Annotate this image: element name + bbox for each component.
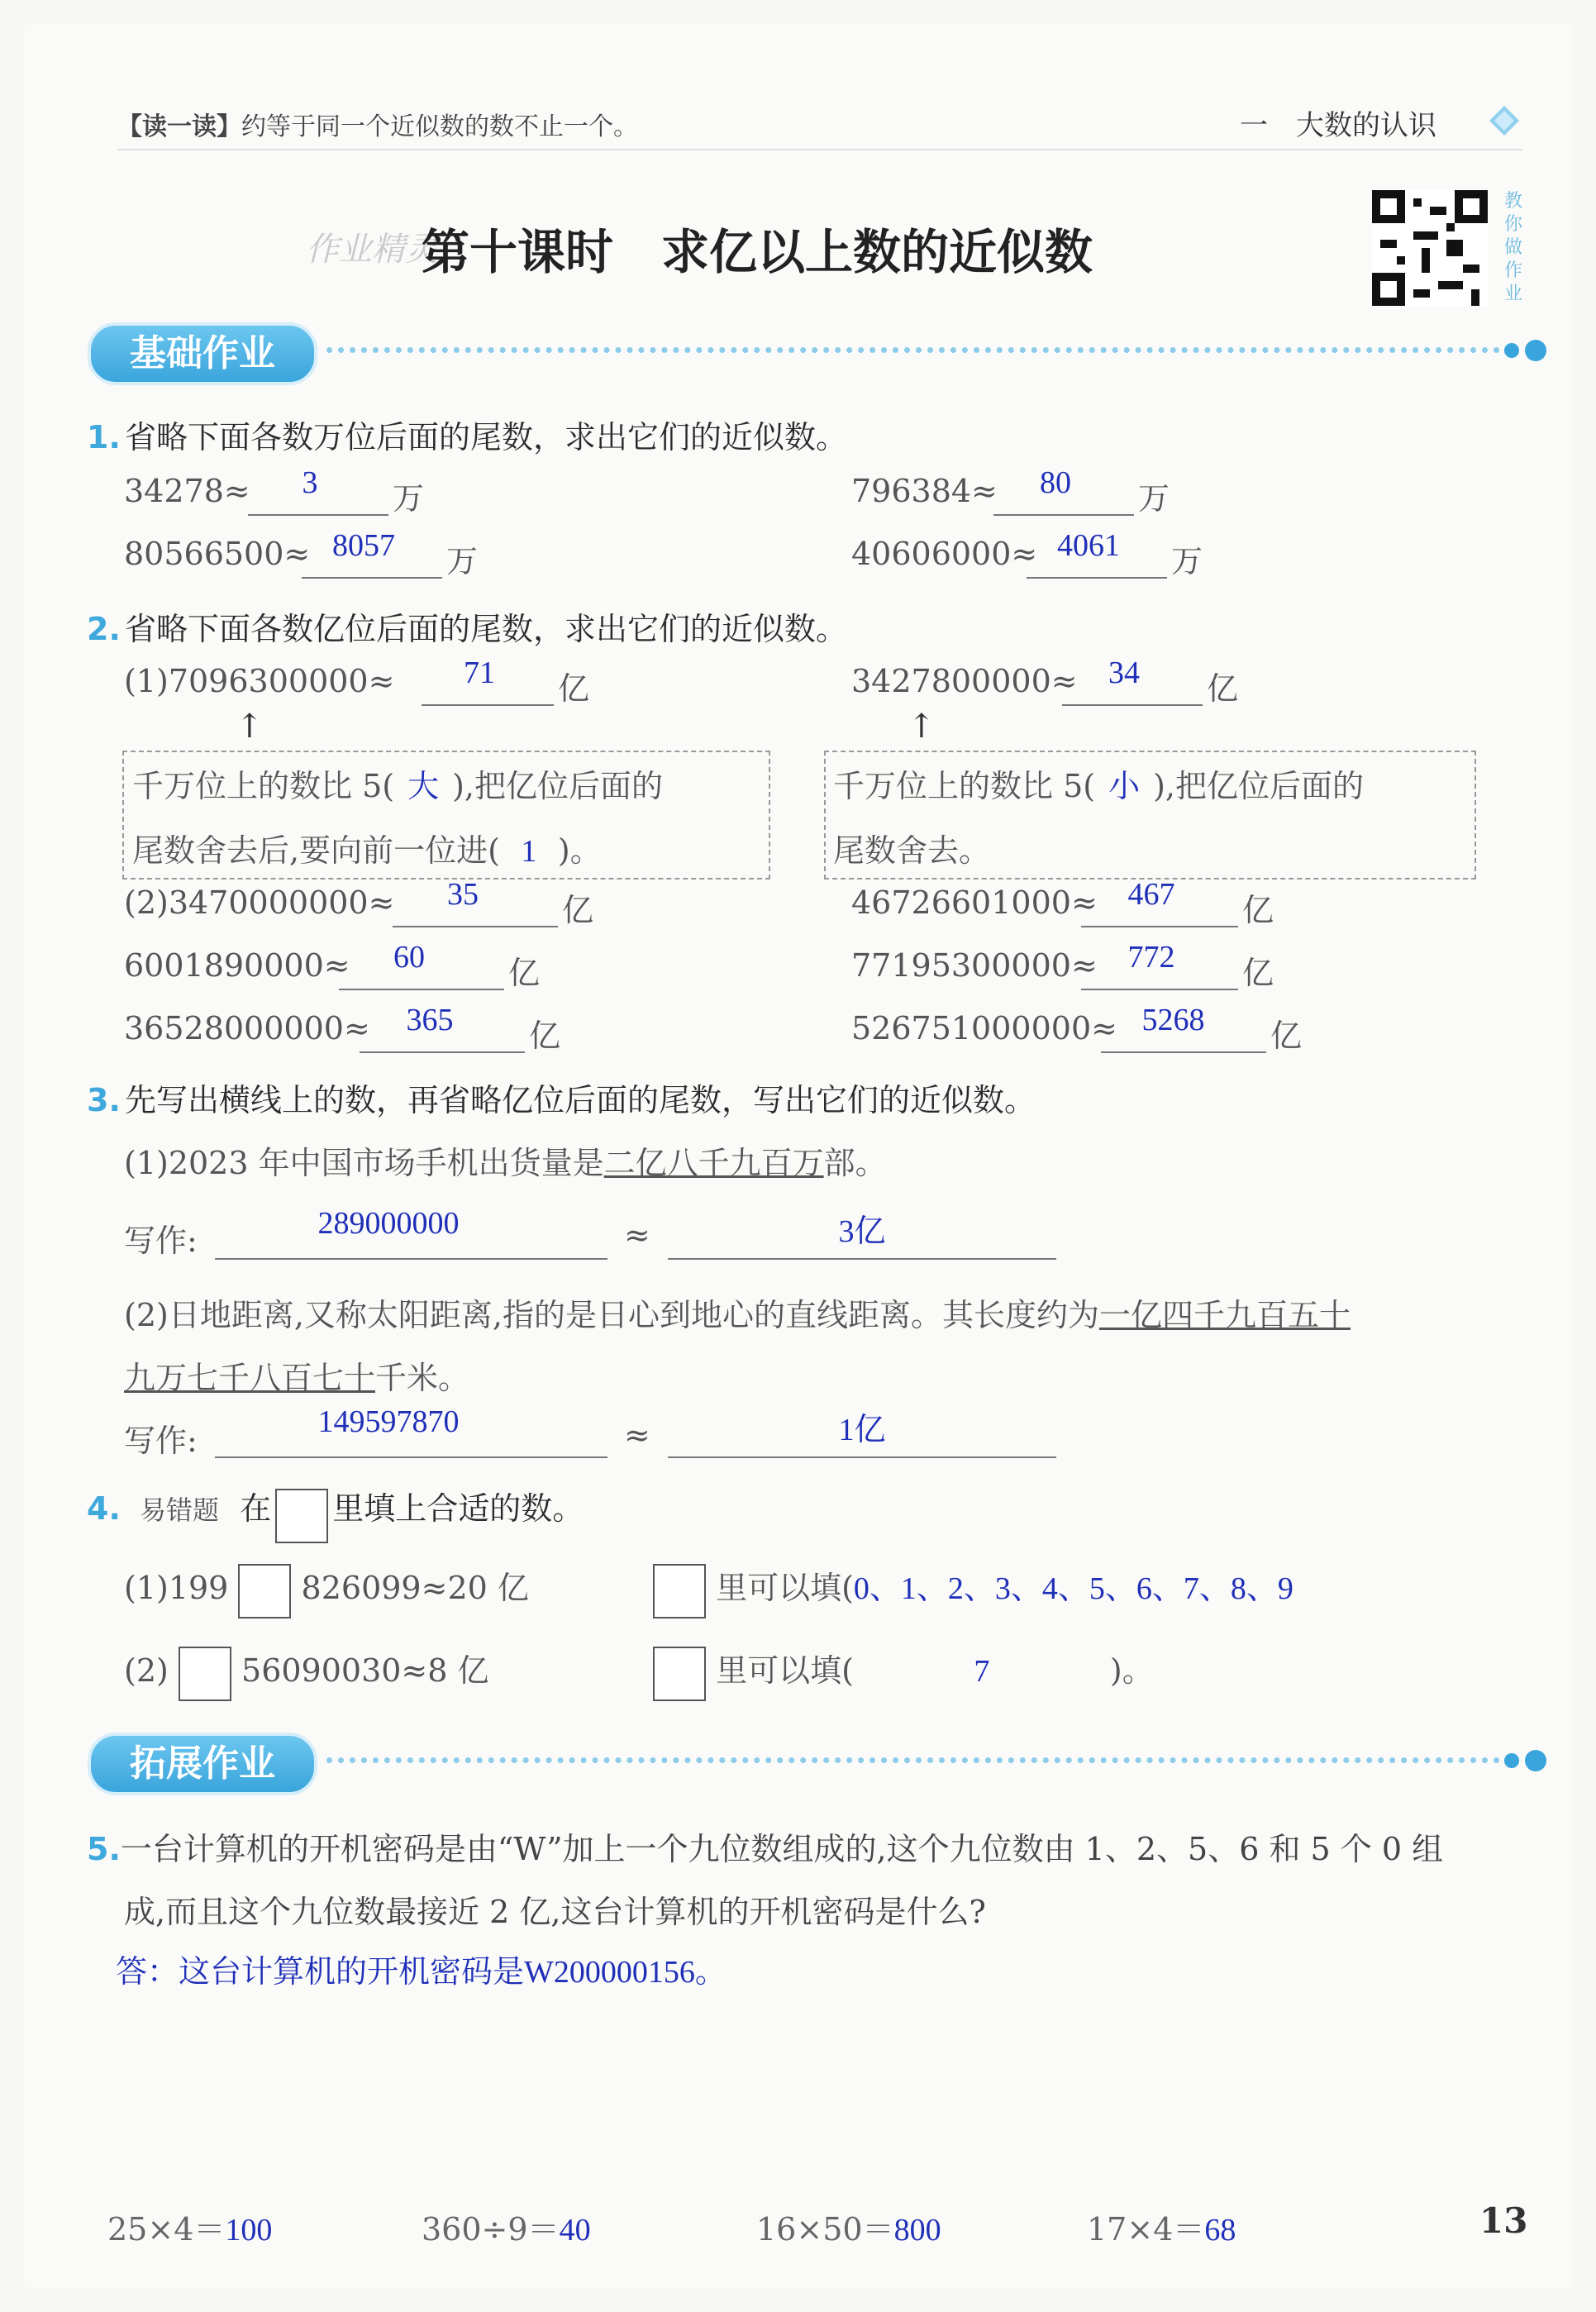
answer-text: 80	[1040, 465, 1071, 500]
unit-label: 亿	[1270, 1018, 1303, 1054]
hint-text: )。	[557, 832, 602, 869]
q2-expr: 6001890000≈	[124, 947, 350, 984]
q2-expr: 46726601000≈	[851, 884, 1098, 921]
blank-square	[275, 1489, 328, 1543]
blank-square[interactable]	[238, 1564, 291, 1618]
header-divider	[117, 149, 1522, 150]
answer-text: 71	[464, 655, 495, 690]
calc-expr: 25×4＝	[107, 2211, 226, 2248]
section-divider	[326, 347, 1500, 353]
answer-text: 小	[1108, 770, 1141, 804]
question-text: 一台计算机的开机密码是由“W”加上一个九位数组成的,这个九位数由 1、2、5、6 和 5 个 0 组	[120, 1831, 1444, 1867]
tip-label: 【读一读】	[117, 112, 241, 141]
q4-fill-1	[653, 1562, 1293, 1618]
answer-line	[1081, 926, 1238, 927]
q3-text: 部。	[823, 1145, 887, 1181]
q4-text: (2)	[124, 1652, 169, 1689]
question-number: 1.	[87, 419, 121, 455]
q3-part-2	[124, 1289, 1351, 1335]
section-banner-extension: 拓展作业	[88, 1733, 317, 1795]
answer-line	[215, 1456, 607, 1458]
q1-expr: 796384≈	[851, 473, 998, 509]
answer-line	[1027, 577, 1167, 579]
question-text: 先写出横线上的数，再省略亿位后面的尾数，写出它们的近似数。	[124, 1082, 1036, 1118]
q2-expr: 77195300000≈	[851, 947, 1098, 984]
question-text: 省略下面各数万位后面的尾数，求出它们的近似数。	[124, 419, 847, 455]
up-arrow-icon: ↑	[236, 708, 264, 746]
answer-text: 答：这台计算机的开机密码是W200000156。	[116, 1955, 727, 1990]
q4-part-1	[124, 1562, 529, 1618]
q3-text: 千米。	[375, 1360, 470, 1396]
question-number: 2.	[87, 611, 121, 647]
unit-label: 万	[1171, 543, 1203, 579]
approx-sign: ≈	[624, 1417, 650, 1453]
q2-expr: 526751000000≈	[851, 1010, 1117, 1046]
mental-math-2	[422, 2204, 591, 2249]
up-arrow-icon: ↑	[908, 708, 936, 746]
mental-math-4	[1087, 2204, 1236, 2249]
tip-text: 约等于同一个近似数的数不止一个。	[241, 112, 638, 141]
q4-fill-2	[653, 1645, 1154, 1701]
divider-dot	[1525, 340, 1546, 361]
q4-text: )。	[1109, 1652, 1154, 1689]
q1-expr: 40606000≈	[851, 536, 1038, 572]
calc-expr: 17×4＝	[1087, 2211, 1205, 2248]
q2-expr: 36528000000≈	[124, 1010, 370, 1046]
hint-text: ),把亿位后面的	[1153, 768, 1364, 804]
answer-line	[248, 514, 388, 516]
question-text: 成,而且这个九位数最接近 2 亿,这台计算机的开机密码是什么?	[124, 1894, 986, 1930]
answer-line	[393, 926, 558, 927]
answer-text: 467	[1127, 877, 1175, 912]
answer-text: 60	[393, 940, 425, 975]
hint-text: 尾数舍去。	[833, 832, 991, 869]
answer-text: 149597870	[317, 1404, 460, 1439]
answer-text: 7	[974, 1654, 990, 1689]
answer-text: 5268	[1141, 1003, 1205, 1037]
q1-expr: 80566500≈	[124, 536, 311, 572]
mental-math-3	[756, 2204, 941, 2249]
page-title: 第十课时 求亿以上数的近似数	[422, 224, 1093, 280]
answer-line	[1062, 704, 1203, 706]
unit-label: 万	[393, 480, 425, 517]
write-label: 写作:	[124, 1223, 198, 1259]
qr-code-icon[interactable]	[1372, 190, 1488, 306]
blank-square[interactable]	[653, 1647, 706, 1701]
qr-caption: 教你做作业	[1504, 191, 1523, 304]
question-text: 省略下面各数亿位后面的尾数，求出它们的近似数。	[124, 611, 847, 647]
answer-text: 0、1、2、3、4、5、6、7、8、9	[853, 1571, 1293, 1606]
question-text: 里填上合适的数。	[332, 1490, 584, 1527]
answer-text: 34	[1108, 655, 1140, 690]
hint-text: ),把亿位后面的	[452, 768, 663, 804]
unit-label: 万	[446, 543, 479, 579]
q3-part-2-cont	[124, 1352, 469, 1398]
answer-text: 8057	[332, 528, 395, 563]
reading-tip	[117, 106, 638, 142]
question-number: 4.	[87, 1490, 121, 1527]
unit-label: 亿	[508, 955, 541, 991]
answer-text: 4061	[1057, 528, 1120, 563]
divider-dot	[1525, 1750, 1546, 1771]
answer-line	[339, 989, 504, 990]
answer-line	[668, 1258, 1056, 1260]
calc-expr: 360÷9＝	[422, 2211, 560, 2248]
divider-dot	[1504, 343, 1519, 358]
answer-text: 365	[406, 1003, 454, 1037]
question-5	[87, 1823, 1443, 1869]
question-number: 3.	[87, 1082, 121, 1118]
unit-label: 亿	[1207, 670, 1239, 707]
q3-underlined-text: 九万七千八百七十	[124, 1360, 376, 1396]
unit-label: 亿	[1242, 955, 1274, 991]
calc-answer: 40	[559, 2213, 591, 2248]
hint-line	[132, 760, 663, 806]
blank-square[interactable]	[179, 1647, 231, 1701]
q2-expr: (2)3470000000≈	[124, 884, 395, 921]
page	[25, 25, 1571, 2287]
blank-square[interactable]	[653, 1564, 706, 1618]
watermark: 作业精灵	[306, 231, 438, 269]
answer-text: 1亿	[838, 1413, 886, 1447]
diamond-icon	[1488, 104, 1521, 137]
question-tag: 易错题	[139, 1494, 219, 1526]
answer-line	[1081, 989, 1238, 990]
section-divider	[326, 1757, 1500, 1763]
answer-text: 大	[407, 770, 440, 804]
unit-label: 亿	[558, 670, 590, 707]
calc-answer: 68	[1204, 2213, 1236, 2248]
q4-text: 里可以填(	[716, 1570, 854, 1606]
q2-expr: (1)7096300000≈	[124, 663, 395, 699]
calc-answer: 800	[893, 2213, 941, 2248]
answer-line	[302, 577, 442, 579]
hint-text: 千万位上的数比 5(	[132, 768, 395, 804]
unit-label: 亿	[1242, 892, 1274, 928]
q3-text: (1)2023 年中国市场手机出货量是	[124, 1145, 604, 1181]
unit-label: 亿	[529, 1018, 561, 1054]
q3-part-1	[124, 1137, 887, 1183]
section-banner-basic: 基础作业	[88, 322, 317, 385]
question-3	[87, 1075, 1036, 1120]
answer-line	[1101, 1051, 1266, 1053]
page-number: 13	[1479, 2200, 1528, 2241]
approx-sign: ≈	[624, 1217, 650, 1253]
hint-text: 尾数舍去后,要向前一位进(	[132, 832, 500, 869]
hint-line	[132, 825, 602, 870]
question-1	[87, 412, 847, 457]
q1-expr: 34278≈	[124, 473, 250, 509]
divider-dot	[1504, 1753, 1519, 1768]
answer-text: 289000000	[317, 1206, 460, 1241]
answer-line	[993, 514, 1134, 516]
q3-underlined-text: 二亿八千九百万	[603, 1145, 824, 1181]
question-4	[87, 1483, 584, 1543]
answer-line	[422, 704, 554, 706]
question-2	[87, 603, 847, 649]
q4-text: (1)199	[124, 1570, 229, 1606]
question-number: 5.	[87, 1831, 121, 1867]
hint-text: 千万位上的数比 5(	[833, 768, 1096, 804]
calc-answer: 100	[225, 2213, 273, 2248]
answer-text: 772	[1127, 940, 1175, 975]
answer-line	[668, 1456, 1056, 1458]
calc-expr: 16×50＝	[756, 2211, 894, 2248]
q4-text: 里可以填(	[716, 1652, 854, 1689]
hint-line	[833, 760, 1364, 806]
answer-text: 3	[302, 465, 318, 500]
answer-line	[215, 1258, 607, 1260]
q4-part-2	[124, 1645, 489, 1701]
write-label: 写作:	[124, 1423, 198, 1459]
answer-text: 35	[447, 877, 479, 912]
q2-expr: 3427800000≈	[851, 663, 1078, 699]
answer-text: 3亿	[838, 1214, 886, 1249]
unit-label: 万	[1138, 480, 1170, 517]
q3-underlined-text: 一亿四千九百五十	[1099, 1297, 1351, 1333]
question-text: 在	[240, 1490, 272, 1527]
unit-label: 亿	[562, 892, 594, 928]
mental-math-1	[107, 2204, 272, 2249]
q4-text: 826099≈20 亿	[301, 1570, 529, 1606]
answer-text: 1	[521, 834, 537, 869]
q4-text: 56090030≈8 亿	[241, 1652, 489, 1689]
q3-text: (2)日地距离,又称太阳距离,指的是日心到地心的直线距离。其长度约为	[124, 1297, 1099, 1333]
unit-title: 一 大数的认识	[1240, 109, 1436, 142]
answer-line	[360, 1051, 525, 1053]
